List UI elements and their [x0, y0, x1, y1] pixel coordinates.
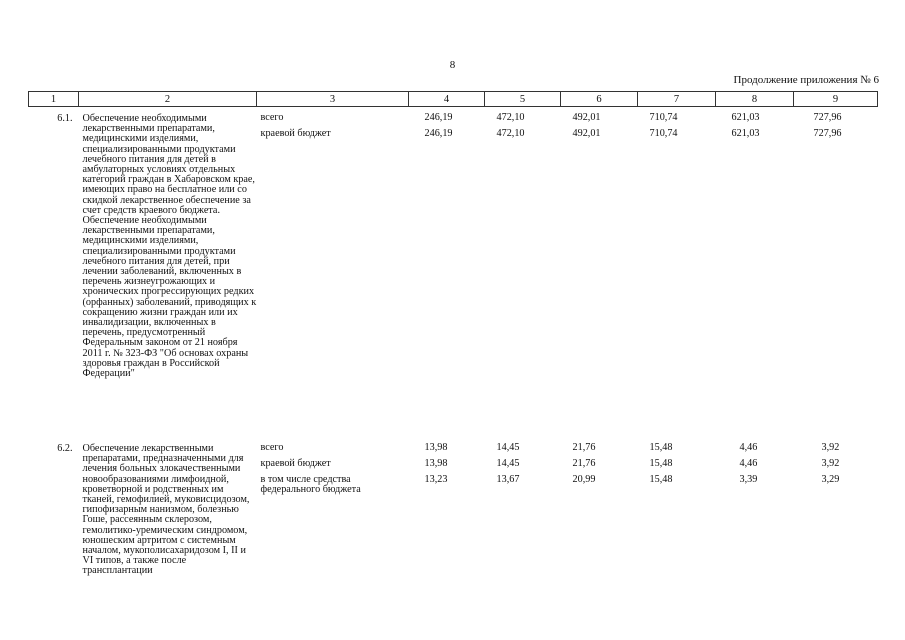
row-number: 6.1.: [57, 113, 73, 124]
page-number: 8: [449, 59, 456, 71]
header-col-3: 3: [257, 92, 409, 107]
value-cell: 13,67: [496, 474, 520, 485]
table-row: [29, 443, 878, 577]
table-header-row: [29, 92, 878, 107]
value-cell: 3,92: [821, 458, 840, 469]
continuation-label: Продолжение приложения № 6: [733, 74, 879, 86]
value-cell: 15,48: [649, 458, 673, 469]
value-cell: 4,46: [739, 442, 758, 453]
value-col-9: [794, 443, 878, 577]
header-col-8: 8: [716, 92, 794, 107]
value-cell: 472,10: [496, 112, 525, 123]
value-cell: 13,98: [424, 458, 448, 469]
value-cell: 14,45: [496, 442, 520, 453]
value-cell: 3,29: [821, 474, 840, 485]
line-label: в том числе средства федерального бюджета: [260, 474, 361, 496]
row-budget-lines: [257, 443, 409, 577]
header-col-4: 4: [409, 92, 485, 107]
value-cell: 13,98: [424, 442, 448, 453]
value-col-6: [561, 113, 638, 443]
value-cell: 246,19: [424, 128, 453, 139]
value-cell: 472,10: [496, 128, 525, 139]
value-col-5: [485, 443, 561, 577]
value-cell: 4,46: [739, 458, 758, 469]
value-cell: 246,19: [424, 112, 453, 123]
line-label: краевой бюджет: [260, 128, 331, 139]
header-col-7: 7: [638, 92, 716, 107]
value-col-6: [561, 443, 638, 577]
row-description: Обеспечение необходимыми лекарственными препаратами, медицинскими изделиями, специализированными продуктами лечебного питания для детей в амбулаторных условиях отдельных категорий граждан в Хабаровском крае, имеющих право на бесплатное или со скидкой лекарственное обеспечение за счет средств краевого бюджета. Обеспечение необходимыми лекарственными препаратами, медицинскими изделиями, специализированными продуктами лечебного питания для детей, при лечении заболеваний, включенных в перечень жизнеугрожающих и хронических прогрессирующих редких (орфанных) заболеваний, приводящих к сокращению жизни граждан или их инвалидизации, включенных в перечень, предусмотренный Федеральным законом от 21 ноября 2011 г. № 323-ФЗ "Об основах охраны здоровья граждан в Российской Федерации": [82, 113, 257, 380]
value-cell: 710,74: [649, 112, 678, 123]
line-label: всего: [260, 112, 284, 123]
value-cell: 727,96: [813, 128, 842, 139]
value-cell: 621,03: [731, 128, 760, 139]
header-col-2: 2: [79, 92, 257, 107]
value-cell: 20,99: [572, 474, 596, 485]
value-cell: 621,03: [731, 112, 760, 123]
value-cell: 14,45: [496, 458, 520, 469]
value-col-9: [794, 113, 878, 443]
value-cell: 727,96: [813, 112, 842, 123]
value-cell: 21,76: [572, 458, 596, 469]
value-col-8: [716, 113, 794, 443]
row-number: 6.2.: [57, 443, 73, 454]
table-row: [29, 113, 878, 443]
value-col-4: [409, 113, 485, 443]
row-description: Обеспечение лекарственными препаратами, предназначенными для лечения больных злокачественными новообразованиями лимфоидной, кроветворной и родственных им тканей, гемофилией, муковисцидозом, гипофизарным нанизмом, болезнью Гоше, рассеянным склерозом, гемолитико-уремическим синдромом, юношеским артритом с системным началом, мукополисахаридозом I, II и VI типов, а также после трансплантации: [82, 443, 250, 577]
value-col-7: [638, 113, 716, 443]
value-col-7: [638, 443, 716, 577]
value-cell: 15,48: [649, 474, 673, 485]
value-col-8: [716, 443, 794, 577]
value-cell: 15,48: [649, 442, 673, 453]
value-col-4: [409, 443, 485, 577]
header-col-1: 1: [29, 92, 79, 107]
line-label: всего: [260, 442, 284, 453]
value-cell: 492,01: [572, 112, 601, 123]
value-cell: 13,23: [424, 474, 448, 485]
value-cell: 3,92: [821, 442, 840, 453]
value-col-5: [485, 113, 561, 443]
value-cell: 3,39: [739, 474, 758, 485]
value-cell: 710,74: [649, 128, 678, 139]
value-cell: 21,76: [572, 442, 596, 453]
header-col-9: 9: [794, 92, 878, 107]
budget-table: [28, 91, 878, 577]
line-label: краевой бюджет: [260, 458, 331, 469]
row-budget-lines: [257, 113, 409, 443]
value-cell: 492,01: [572, 128, 601, 139]
header-col-5: 5: [485, 92, 561, 107]
header-col-6: 6: [561, 92, 638, 107]
